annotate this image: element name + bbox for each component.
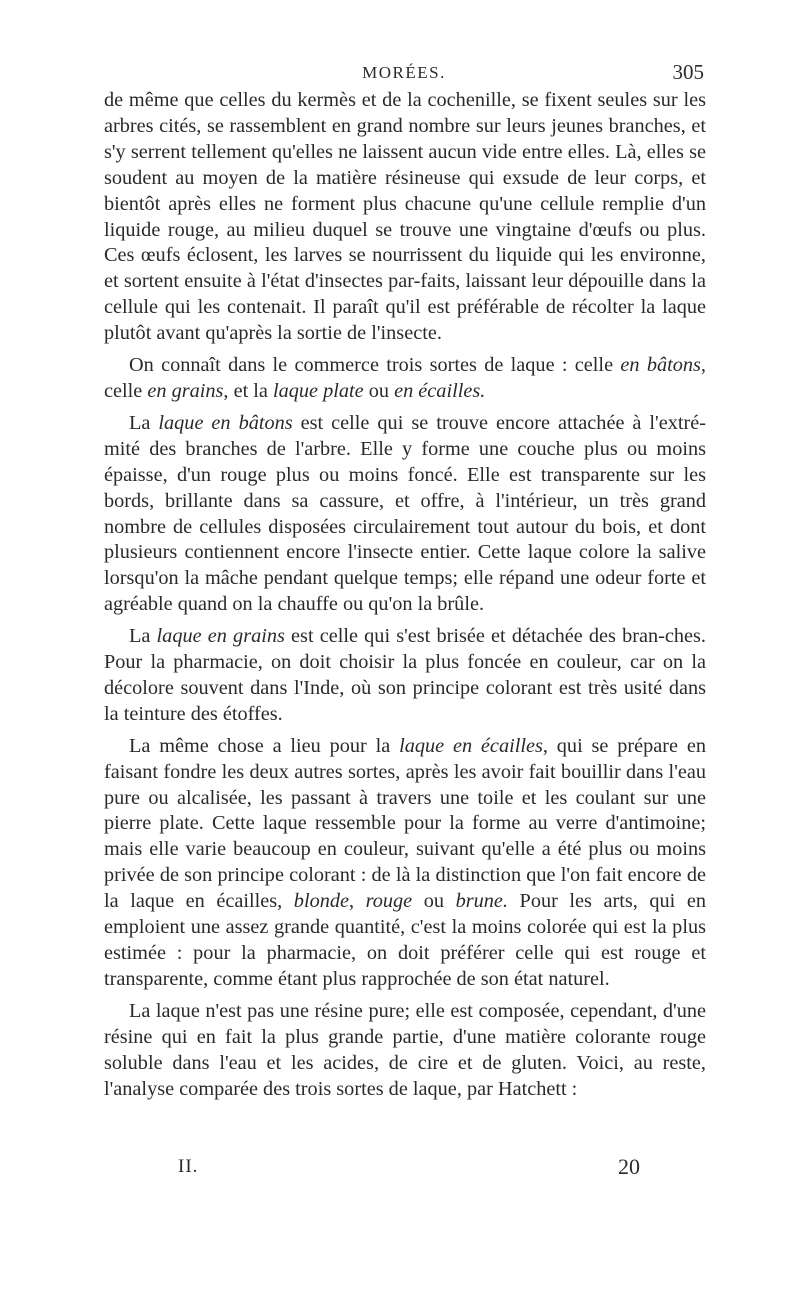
italic-term: laque en grains [156,625,285,648]
sheet-signature: 20 [618,1154,640,1179]
paragraph [104,999,706,1103]
italic-term: brune. [455,890,508,913]
text-run: est celle qui s'est brisée et détachée des bran-ches. Pour la pharmacie, on doit choisir la plus foncée en couleur, car on la décolore souvent dans l'Inde, où son principe colorant est très usité dans la teinture des étoffes. [104,625,706,725]
text-run: , qui se prépare en faisant fondre les deux autres sortes, après les avoir fait bouillir dans l'eau pure ou alcalisée, les passant à travers une toile et les coulant sur une pierre plate. Cette laque ressemble pour la forme au verre d'antimoine; mais elle varie beaucoup en couleur, suivant qu'elle a été plus ou moins privée de son principe colorant : de là la distinction que l'on fait encore de la laque en écailles, [104,734,706,913]
italic-term: en bâtons [620,354,701,377]
text-run: La [129,625,157,648]
paragraph [104,734,706,993]
volume-number: II. [178,1156,199,1177]
text-run: On connaît dans le commerce trois sortes de laque : celle [129,354,621,377]
running-title: MORÉES. [362,63,446,82]
text-run: La même chose a lieu pour la [129,734,400,757]
italic-term: rouge [365,890,413,913]
text-run: est celle qui se trouve encore attachée à l'extré-mité des branches de l'arbre. Elle y forme une couche plus ou moins épaisse, d'un rouge plus ou moins foncé. Elle est transparente sur les bords, brillante dans sa cassure, et offre, à l'intérieur, un très grand nombre de cellules disposées circulairement tout autour du bois, et dont plusieurs contiennent encore l'insecte entier. Cette laque colore la salive lorsqu'on la mâche pendant quelque temps; elle répand une odeur forte et agréable quand on la chauffe ou qu'on la brûle. [104,411,706,616]
paragraph [104,624,706,728]
text-run: , [349,890,366,913]
text-run: Pour les arts, qui en emploient une assez grande quantité, c'est la moins colorée qui est la plus estimée : pour la pharmacie, on doit préférer celle qui est rouge et transparente, comme étant plus rapprochée de son état naturel. [104,890,707,990]
text-run: La laque n'est pas une résine pure; elle est composée, cependant, d'une résine qui en fait la plus grande partie, d'une matière colorante rouge soluble dans l'eau et les acides, de cire et de gluten. Voici, au reste, l'analyse comparée des trois sortes de laque, par Hatchett : [104,999,706,1100]
text-run: , et la [223,379,273,402]
italic-term: laque en écailles [399,734,543,757]
italic-term: laque en bâtons [158,411,293,434]
text-run: , celle [104,354,706,402]
italic-term: en grains [147,379,224,402]
body-text [104,88,706,1108]
paragraph [104,353,706,405]
paragraph [104,88,706,347]
running-header [104,60,704,88]
text-run: La [129,411,159,434]
text-run: de même que celles du kermès et de la cochenille, se fixent seules sur les arbres cités, se rassemblent en grand nombre sur leurs jeunes branches, et s'y serrent tellement qu'elles ne laissent aucun vide entre elles. Là, elles se soudent au moyen de la matière résineuse qui exsude de leur corps, et bientôt après elles ne forment plus chacune qu'une cellule remplie d'un liquide rouge, au milieu duquel se trouve une vingtaine d'œufs ou plus. Ces œufs éclosent, les larves se nourrissent du liquide qui les environne, et sortent ensuite à l'état d'insectes par-faits, laissant leur dépouille dans la cellule qui les contenait. Il paraît qu'il est préférable de récolter la laque plutôt avant qu'après la sortie de l'insecte. [104,89,706,345]
italic-term: en écailles. [394,379,486,402]
italic-term: laque plate [272,379,364,402]
italic-term: blonde [293,890,349,913]
paragraph [104,411,706,618]
text-run: ou [363,379,395,402]
page-number: 305 [672,60,704,84]
text-run: ou [412,890,456,913]
